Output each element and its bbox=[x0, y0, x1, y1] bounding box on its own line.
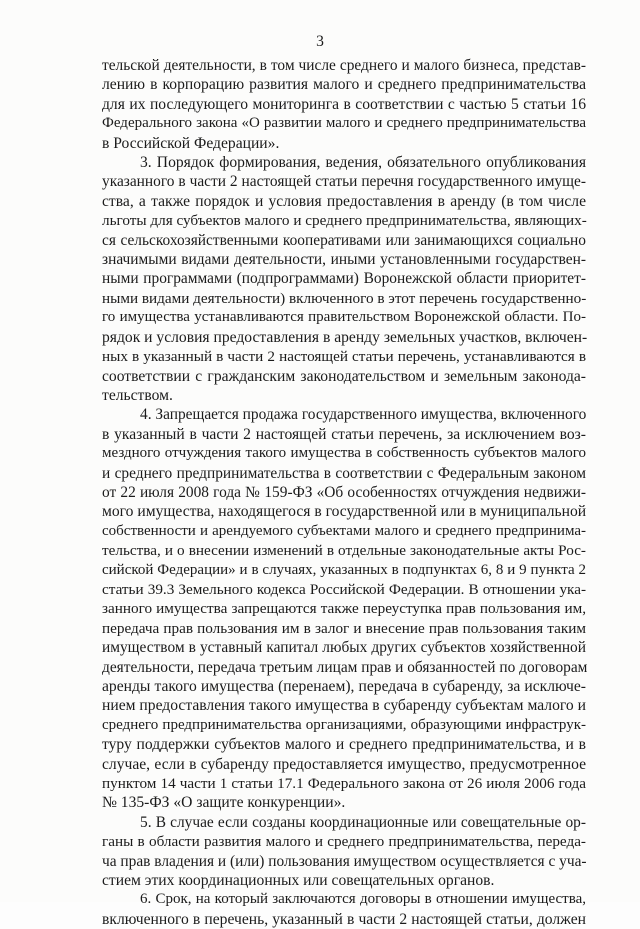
paragraph-4 bbox=[102, 405, 586, 813]
text-line: от 22 июля 2008 года № 159-ФЗ «Об особенностях отчуждения недвижи- bbox=[102, 483, 586, 501]
text-line: статьи 39.3 Земельного кодекса Российской Федерации. В отношении ука- bbox=[102, 580, 586, 598]
text-line: нием предоставления такого имущества в субаренду субъектам малого и bbox=[102, 697, 586, 715]
text-line: мого имущества, находящегося в государственной или в муниципальной bbox=[102, 503, 587, 521]
text-line: 6. Срок, на который заключаются договоры в отношении имущества, bbox=[140, 891, 586, 908]
text-line: в указанный в части 2 настоящей статьи перечень, за исключением воз- bbox=[102, 425, 586, 443]
text-line: стием этих координационных или совещательных органов. bbox=[102, 872, 495, 890]
text-line: № 135-ФЗ «О защите конкуренции». bbox=[102, 794, 346, 812]
text-line: 5. В случае если созданы координационные или совещательные ор- bbox=[140, 813, 586, 831]
paragraph-3 bbox=[102, 153, 586, 405]
text-line: го имущества устанавливаются правительством Воронежской области. По- bbox=[102, 309, 586, 326]
text-line: значимыми видами деятельности, иными установленными государствен- bbox=[102, 251, 586, 269]
paragraph-6 bbox=[102, 890, 586, 929]
text-line: случае, если в субаренду предоставляется имущество, предусмотренное bbox=[102, 755, 586, 773]
text-line: соответствии с гражданским законодательством и земельным законода- bbox=[102, 367, 586, 385]
text-line: ства, а также порядок и условия предоставления в аренду (в том числе bbox=[102, 192, 586, 210]
page-number: 3 bbox=[316, 33, 324, 50]
paragraph-continuation bbox=[102, 56, 586, 153]
text-line: в Российской Федерации». bbox=[102, 134, 280, 152]
text-line: имуществом в уставный капитал любых других субъектов хозяйственной bbox=[102, 639, 586, 657]
text-line: тельской деятельности, в том числе среднего и малого бизнеса, представ- bbox=[102, 57, 586, 74]
text-line: мездного отчуждения такого имущества в собственность субъектов малого bbox=[102, 445, 586, 462]
text-line: и среднего предпринимательства в соответствии с Федеральным законом bbox=[102, 464, 586, 482]
text-line: Федерального закона «О развитии малого и среднего предпринимательства bbox=[102, 115, 586, 132]
text-line: рядок и условия предоставления в аренду земельных участков, включен- bbox=[102, 328, 588, 346]
text-line: пунктом 14 части 1 статьи 17.1 Федерального закона от 26 июля 2006 года bbox=[102, 775, 586, 793]
paragraph-5 bbox=[102, 813, 586, 891]
document-body bbox=[102, 56, 586, 929]
text-line: тельства, и о внесении изменений в отдельные законодательные акты Рос- bbox=[102, 542, 586, 560]
text-line: для их последующего мониторинга в соответствии с частью 5 статьи 16 bbox=[102, 95, 586, 113]
text-line: сийской Федерации» и в случаях, указанных в подпунктах 6, 8 и 9 пункта 2 bbox=[102, 561, 586, 578]
text-line: указанного в части 2 настоящей статьи перечня государственного имуще- bbox=[102, 173, 586, 191]
text-line: включенного в перечень, указанный в части 2 настоящей статьи, должен bbox=[102, 910, 586, 928]
text-line: собственности и арендуемого субъектами малого и среднего предпринима- bbox=[102, 522, 586, 539]
text-line: ганы в области развития малого и среднего предпринимательства, переда- bbox=[102, 833, 586, 851]
text-line: ся сельскохозяйственными кооперативами или занимающихся социально bbox=[102, 231, 586, 249]
text-line: среднего предпринимательства организациями, образующими инфраструк- bbox=[102, 716, 586, 733]
text-line: аренды такого имущества (перенаем), передача в субаренду, за исключе- bbox=[102, 678, 586, 695]
text-line: ными программами (подпрограммами) Воронежской области приоритет- bbox=[102, 270, 586, 288]
text-line: ных в указанный в части 2 настоящей статьи перечень, устанавливаются в bbox=[102, 348, 586, 366]
text-line: ча прав владения и (или) пользования имуществом осуществляется с уча- bbox=[102, 852, 587, 870]
text-line: ными видами деятельности) включенного в этот перечень государственно- bbox=[102, 289, 587, 307]
text-line: тельством. bbox=[102, 386, 173, 404]
text-line: занного имущества запрещаются также переуступка прав пользования им, bbox=[102, 600, 586, 618]
text-line: 4. Запрещается продажа государственного имущества, включенного bbox=[140, 406, 587, 424]
text-line: 3. Порядок формирования, ведения, обязательного опубликования bbox=[140, 154, 586, 172]
text-line: передача прав пользования им в залог и внесение прав пользования таким bbox=[102, 619, 586, 637]
text-line: туру поддержки субъектов малого и среднего предпринимательства, и в bbox=[102, 736, 586, 754]
text-line: льготы для субъектов малого и среднего предпринимательства, являющих- bbox=[102, 212, 587, 230]
text-line: деятельности, передача третьим лицам прав и обязанностей по договорам bbox=[102, 658, 588, 676]
text-line: лению в корпорацию развития малого и среднего предпринимательства bbox=[102, 76, 586, 94]
